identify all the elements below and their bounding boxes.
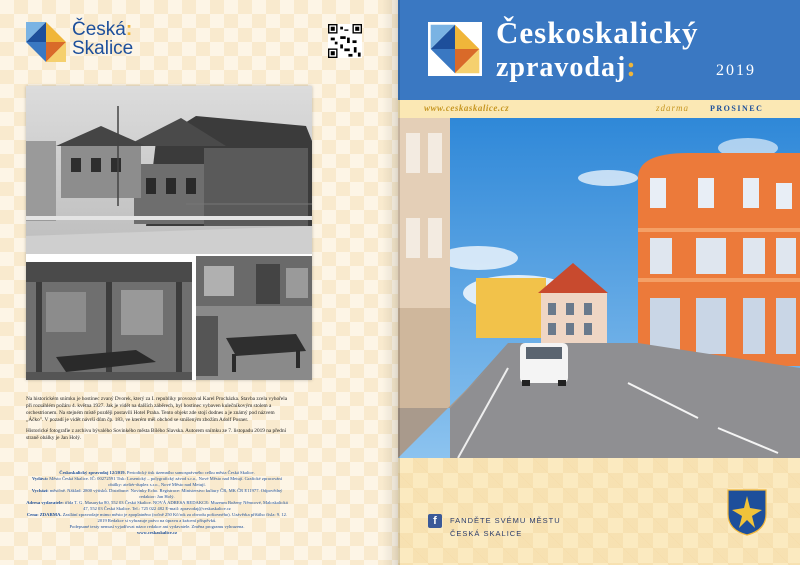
masthead-title-line1: Českoskalický bbox=[496, 15, 699, 50]
issue-month: PROSINEC bbox=[710, 104, 764, 113]
imprint-line3: měsíčně. Náklad: 2800 výtisků. Distribuce: Novinky Echo. Registrace: Ministerstvo kultury ČR, MK ČR E11977. Odpovědný redaktor: Jan Holý. bbox=[48, 488, 283, 499]
imprint-website-link[interactable]: www.ceskaskalice.cz bbox=[136, 530, 178, 535]
ceska-skalice-logo-icon bbox=[428, 22, 482, 76]
historical-photo-collage bbox=[26, 86, 312, 380]
spine-shadow bbox=[382, 0, 400, 565]
imprint-block bbox=[26, 470, 288, 536]
qr-code[interactable] bbox=[328, 24, 362, 58]
imprint-frequency-label: Vychází: bbox=[31, 488, 49, 493]
brand-wordmark bbox=[72, 20, 133, 58]
photo-caption bbox=[26, 396, 288, 446]
back-cover-page bbox=[0, 0, 398, 565]
facebook-promo-line1: FANDĚTE SVÉMU MĚSTU bbox=[450, 516, 561, 525]
website-link[interactable]: www.ceskaskalice.cz bbox=[424, 103, 510, 113]
masthead bbox=[398, 0, 800, 100]
ceska-skalice-logo-icon bbox=[26, 22, 66, 62]
imprint-line2: Město Česká Skalice. IČ: 00272591 Tisk: Losenický – polygrafický závod s.r.o., Nové Město nad Metují. Grafické zpracování obálky: ateliér-duplex s.r.o., Nové Město nad Metují. bbox=[48, 476, 283, 487]
brand-line2: Skalice bbox=[72, 38, 134, 59]
historic-inn-exterior-photo bbox=[26, 86, 312, 254]
town-coat-of-arms-icon bbox=[726, 488, 768, 536]
cover-street-photo bbox=[398, 118, 800, 458]
imprint-address-label: Adresa vydavatele: bbox=[26, 500, 64, 505]
imprint-line4: třída T. G. Masaryka 80, 552 03 Česká Skalice. NOVÁ ADRESA REDAKCE: Muzeum Boženy Němcové, Maloskalická 47, 552 03 Česká Skalice. Tel.: 725 022 482 E-mail: zpravodaj@ceskaskalice.cz bbox=[63, 500, 288, 511]
front-cover-page bbox=[398, 0, 800, 565]
imprint-publisher-label: Vydává: bbox=[31, 476, 49, 481]
imprint-title: Českoskalický zpravodaj 12/2019. bbox=[59, 470, 126, 475]
brand-colon: : bbox=[125, 19, 133, 40]
brand-line1: Česká bbox=[72, 19, 126, 40]
caption-paragraph-2: Historické fotografie z archivu bývalého Sovinkého města Bílého Slavska. Autorem snímku ze 7. listopadu 2019 na přední straně obálky je Jan Holý. bbox=[26, 428, 287, 441]
masthead-title-line2 bbox=[496, 52, 637, 84]
historic-inn-interior-photo-1 bbox=[26, 262, 192, 380]
imprint-price-label: Cena: ZDARMA. bbox=[26, 512, 62, 517]
caption-paragraph-1: Na historickém snímku je hostinec zvaný Dvorek, který za I. republiky provozoval Karel Procházka. Stavba zcela vyhořela při rozsáhlém požáru 4. května 1927. Jak je vidět na dalších záběrech, byl hostinec vybaven kulečníkovým stolem a orchestrionem. Na stejném místě později postavili Hotel Praha. Tento objekt zde stojí dodnes a je známý pod názvem „Áčko". V pozadí je vidět návrší dům čp. 183, ve kterém měl obchod se smíšeným zbožím Adolf Posner. bbox=[26, 396, 288, 423]
masthead-title-word: zpravodaj bbox=[496, 52, 627, 83]
imprint-line5: Zasílání zpravodaje mimo město je zpoplatněno (ročně 250 Kč/rok za obvodu poštovného). Uzávěrka příštího čísla: 9. 12. 2019 Redakce si vyhrazuje právo na úpravu a krácení příspěvků. bbox=[61, 512, 288, 523]
facebook-promo-line2: ČESKÁ SKALICE bbox=[450, 529, 523, 538]
historic-inn-interior-photo-2 bbox=[196, 256, 312, 380]
imprint-line1: Periodický tisk územního samosprávného celku města Česká Skalice. bbox=[125, 470, 255, 475]
facebook-icon[interactable]: f bbox=[428, 514, 442, 528]
facebook-promo-text[interactable] bbox=[450, 514, 561, 540]
price-label: zdarma bbox=[656, 103, 690, 113]
imprint-disclaimer: Podepsané texty nemusí vyjadřovat názor redakce ani vydavatele. Změna programu vyhrazena. bbox=[69, 524, 245, 529]
masthead-colon: : bbox=[626, 52, 637, 83]
issue-year: 2019 bbox=[716, 62, 756, 79]
